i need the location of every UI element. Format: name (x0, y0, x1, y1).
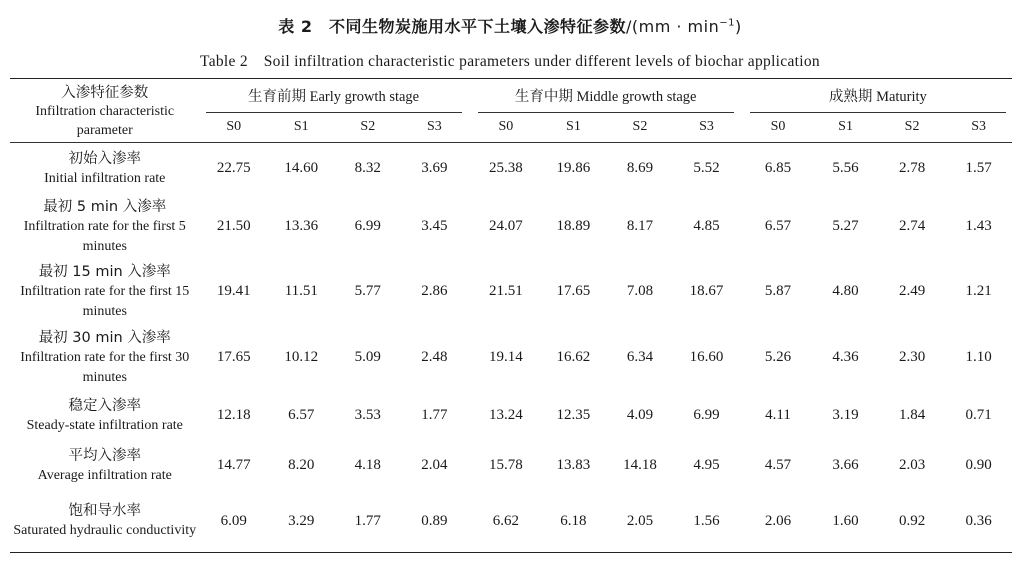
value-cell: 6.34 (626, 349, 654, 365)
value-cell: 25.38 (489, 160, 523, 177)
caption-unit-open: /(mm · min (625, 17, 720, 36)
value-cell: 0.89 (421, 512, 448, 529)
value-cell: 18.89 (556, 218, 591, 234)
value-cell: 13.24 (489, 407, 523, 423)
parameter-name-en: Average infiltration rate (37, 467, 172, 483)
value-cell: 1.21 (965, 283, 992, 299)
parameter-name-cn: 最初 5 min 入渗率 (43, 198, 167, 215)
value-cell: 21.51 (489, 283, 523, 299)
value-cell: 1.10 (965, 349, 992, 365)
value-cell: 2.03 (898, 457, 926, 473)
header-row-stages (10, 79, 1012, 113)
parameter-name-en: Initial infiltration rate (44, 170, 166, 186)
value-cell: 0.71 (965, 407, 992, 423)
level-header: S0 (226, 119, 242, 135)
table-row (10, 195, 1012, 259)
table-row (10, 325, 1012, 391)
parameter-cell (10, 325, 200, 391)
value-cell: 2.86 (421, 283, 448, 299)
parameter-cell (10, 391, 200, 441)
table-row (10, 491, 1012, 553)
value-cell: 1.60 (832, 512, 859, 529)
value-cell: 2.78 (898, 160, 926, 177)
value-cell: 0.36 (965, 512, 992, 529)
value-cell: 1.84 (898, 407, 926, 423)
value-cell: 0.92 (898, 512, 926, 529)
value-cell: 4.85 (693, 218, 720, 234)
caption-cn-title: 表 2 不同生物炭施用水平下土壤入渗特征参数 (278, 17, 626, 36)
caption-cn-unit (626, 17, 742, 36)
parameter-name-cn: 稳定入渗率 (68, 397, 141, 414)
stage-maturity-en: Maturity (876, 89, 927, 106)
parameter-name-en: Infiltration rate for the first 5 minutes (23, 218, 186, 254)
value-cell: 4.57 (764, 457, 792, 473)
table-row (10, 391, 1012, 441)
header-parameter (10, 79, 200, 143)
table-body (10, 143, 1012, 553)
value-cell: 1.77 (354, 512, 381, 529)
value-cell: 7.08 (626, 283, 654, 299)
value-cell: 22.75 (216, 160, 251, 177)
header-parameter-cn: 入渗特征参数 (61, 85, 149, 101)
level-header: S2 (904, 119, 920, 135)
value-cell: 14.77 (216, 457, 251, 473)
value-cell: 2.06 (764, 512, 792, 529)
level-header: S0 (498, 119, 514, 135)
value-cell: 4.09 (626, 407, 654, 423)
table-row (10, 259, 1012, 325)
value-cell: 1.43 (965, 218, 992, 234)
stage-maturity-zh: 成熟期 (828, 89, 873, 106)
value-cell: 2.74 (898, 218, 926, 234)
value-cell: 6.85 (764, 160, 792, 177)
parameter-cell (10, 143, 200, 195)
table-row (10, 441, 1012, 491)
value-cell: 13.36 (284, 218, 319, 234)
value-cell: 24.07 (489, 218, 523, 234)
parameter-cell (10, 195, 200, 259)
value-cell: 1.77 (421, 407, 448, 423)
parameter-name-en: Steady-state infiltration rate (26, 417, 183, 433)
value-cell: 18.67 (689, 283, 724, 299)
value-cell: 14.18 (623, 457, 657, 473)
value-cell: 10.12 (284, 349, 319, 365)
value-cell: 15.78 (489, 457, 523, 473)
value-cell: 8.69 (626, 160, 654, 177)
value-cell: 4.95 (693, 457, 720, 473)
table-caption-cn (0, 14, 1020, 37)
value-cell: 5.09 (354, 349, 381, 365)
stage-middle-zh: 生育中期 (514, 89, 573, 106)
value-cell: 17.65 (556, 283, 591, 299)
value-cell: 12.35 (556, 407, 591, 423)
parameter-cell (10, 441, 200, 491)
value-cell: 0.90 (965, 457, 992, 473)
value-cell: 19.14 (489, 349, 523, 365)
value-cell: 3.69 (421, 160, 448, 177)
parameter-name-cn: 平均入渗率 (68, 447, 141, 464)
stage-middle-en: Middle growth stage (576, 89, 697, 106)
value-cell: 2.30 (898, 349, 926, 365)
parameter-cell (10, 259, 200, 325)
value-cell: 3.45 (421, 218, 448, 234)
value-cell: 4.80 (832, 283, 859, 299)
value-cell: 16.62 (556, 349, 591, 365)
value-cell: 6.09 (220, 512, 247, 529)
value-cell: 19.41 (216, 283, 251, 299)
value-cell: 14.60 (284, 160, 319, 177)
value-cell: 5.77 (354, 283, 381, 299)
value-cell: 2.49 (898, 283, 926, 299)
value-cell: 3.53 (354, 407, 381, 423)
value-cell: 6.57 (764, 218, 792, 234)
level-header: S3 (699, 119, 714, 135)
parameter-name-cn: 饱和导水率 (68, 503, 141, 520)
level-header: S0 (770, 119, 786, 135)
value-cell: 6.99 (693, 407, 720, 423)
value-cell: 5.27 (832, 218, 859, 234)
value-cell: 2.04 (421, 457, 448, 473)
value-cell: 6.62 (492, 512, 520, 529)
header-parameter-en: Infiltration characteristic parameter (35, 104, 175, 138)
parameter-name-cn: 初始入渗率 (68, 150, 141, 167)
value-cell: 13.83 (556, 457, 591, 473)
value-cell: 11.51 (284, 283, 318, 299)
value-cell: 3.19 (832, 407, 859, 423)
value-cell: 4.11 (765, 407, 791, 423)
level-header: S2 (632, 119, 648, 135)
value-cell: 5.87 (764, 283, 792, 299)
table-caption-en: Table 2 Soil infiltration characteristic parameters under different levels of biochar application (200, 53, 820, 70)
value-cell: 2.48 (421, 349, 448, 365)
parameter-cell (10, 491, 200, 553)
header-stage-early (200, 79, 468, 113)
parameter-name-cn: 最初 30 min 入渗率 (38, 329, 171, 346)
value-cell: 2.05 (626, 512, 654, 529)
stage-early-zh: 生育前期 (247, 89, 306, 106)
header-stage-maturity (744, 79, 1012, 113)
stage-early-en: Early growth stage (309, 89, 420, 106)
value-cell: 3.29 (288, 512, 315, 529)
infiltration-table (10, 78, 1012, 553)
value-cell: 4.18 (354, 457, 381, 473)
value-cell: 6.57 (288, 407, 315, 423)
parameter-name-en: Infiltration rate for the first 30 minutes (20, 349, 190, 385)
value-cell: 5.56 (832, 160, 859, 177)
value-cell: 8.20 (288, 457, 315, 473)
caption-unit-exponent: −1 (719, 17, 735, 29)
value-cell: 3.66 (832, 457, 859, 473)
level-header: S1 (293, 119, 309, 135)
value-cell: 8.17 (626, 218, 654, 234)
value-cell: 19.86 (556, 160, 591, 177)
caption-unit-close: ) (734, 17, 742, 36)
level-header: S3 (426, 119, 442, 135)
table-row (10, 143, 1012, 195)
value-cell: 5.52 (693, 160, 720, 177)
value-cell: 1.57 (965, 160, 992, 177)
value-cell: 12.18 (216, 407, 251, 423)
value-cell: 17.65 (216, 349, 251, 365)
value-cell: 6.99 (354, 218, 381, 234)
value-cell: 6.18 (560, 512, 587, 529)
parameter-name-en: Saturated hydraulic conductivity (13, 523, 197, 539)
header-stage-middle (472, 79, 740, 113)
level-header: S1 (838, 119, 853, 135)
level-header: S1 (566, 119, 581, 135)
value-cell: 5.26 (764, 349, 792, 365)
value-cell: 1.56 (693, 512, 720, 529)
parameter-name-cn: 最初 15 min 入渗率 (38, 263, 171, 280)
value-cell: 8.32 (354, 160, 381, 177)
value-cell: 21.50 (216, 218, 251, 234)
value-cell: 16.60 (689, 349, 724, 365)
level-header: S2 (360, 119, 376, 135)
value-cell: 4.36 (832, 349, 859, 365)
level-header: S3 (971, 119, 987, 135)
parameter-name-en: Infiltration rate for the first 15 minutes (20, 283, 190, 319)
